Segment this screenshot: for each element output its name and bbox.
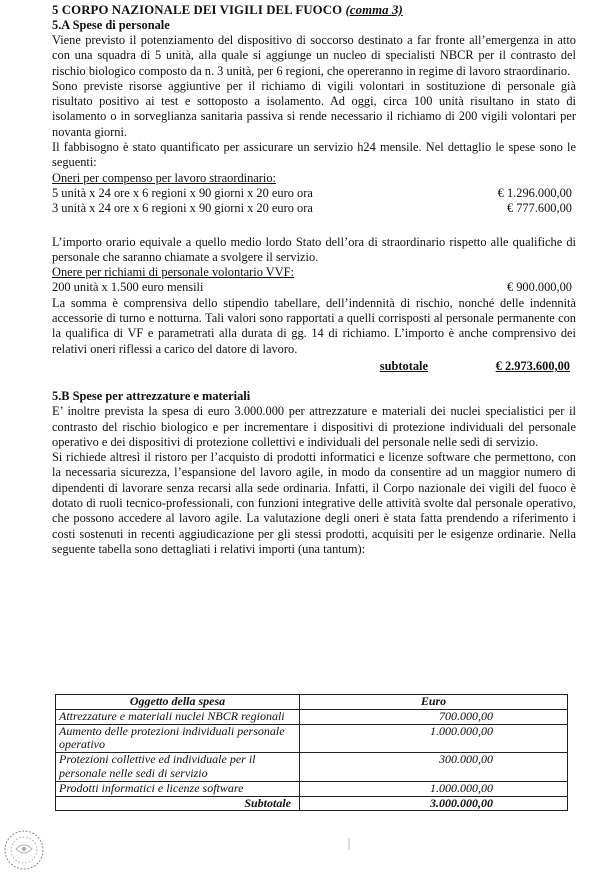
heading-5b: 5.B Spese per attrezzature e materiali <box>52 389 251 404</box>
costs-table <box>55 694 568 811</box>
table-cell-amount: 300.000,00 <box>300 753 568 782</box>
official-stamp-icon <box>2 825 46 875</box>
table-cell-item: Attrezzature e materiali nuclei NBCR regionali <box>56 709 300 724</box>
volunteer-row-label: 200 unità x 1.500 euro mensili <box>52 280 204 295</box>
table-total-label: Subtotale <box>56 796 300 811</box>
paragraph-5b-1: E’ inoltre prevista la spesa di euro 3.000.000 per attrezzature e materiali dei nuclei specialistici per il contrasto del rischio biologico e per incrementare i dispositivi di protezione individuali del personale operativo e dei dispositivi di protezione collettivi e individuali del personale nelle sedi di servizio. <box>52 404 576 449</box>
paragraph-5a-5: La somma è comprensiva dello stipendio tabellare, dell’indennità di rischio, nonché delle indennità accessorie di turno e notturna. Tali valori sono rapportati a quelli corrisposti al personale permanente con la qualifica di VF e parametrati alla durata di gg. 14 di richiamo. L’importo è anche comprensivo dei relativi oneri riflessi a carico del datore di lavoro. <box>52 295 576 356</box>
table-cell-item: Protezioni collettive ed individuale per il personale nelle sedi di servizio <box>56 753 300 782</box>
overtime-row-value: € 1.296.000,00 <box>497 185 572 200</box>
subtotal-value: € 2.973.600,00 <box>495 358 570 373</box>
table-cell-amount: 700.000,00 <box>300 709 568 724</box>
table-cell-item: Aumento delle protezioni individuali personale operativo <box>56 724 300 753</box>
heading-5a: 5.A Spese di personale <box>52 18 170 32</box>
volunteer-row-value: € 900.000,00 <box>506 280 572 295</box>
overtime-row-label: 3 unità x 24 ore x 6 regioni x 90 giorni x 20 euro ora <box>52 201 313 216</box>
paragraph-5a-2: Sono previste risorse aggiuntive per il richiamo di vigili volontari in sostituzione di personale già risultato positivo ai test e sottoposto a isolamento. Ad oggi, circa 100 unità risultano in stato di isolamento o in sorveglianza sanitaria passiva si rende necessario il richiamo di 200 vigili volontari per novanta giorni. <box>52 78 576 139</box>
paragraph-5a-4: L’importo orario equivale a quello medio lordo Stato dell’ora di straordinario rispetto alle qualifiche di personale che saranno chiamate a svolgere il servizio. <box>52 234 576 264</box>
section-comma-ref: (comma 3) <box>345 3 403 17</box>
overtime-row <box>52 186 576 201</box>
table-row <box>56 724 568 753</box>
paragraph-5a-1: Viene previsto il potenziamento del dispositivo di soccorso destinato a far fronte all’emergenza in atto con una squadra di 5 unità, alla quale si aggiunge un nucleo di specialisti NBCR per il contrasto del rischio biologico composto da n. 3 unità, per 6 regioni, che opereranno in regime di lavoro straordinario. <box>52 33 576 78</box>
table-cell-item: Prodotti informatici e licenze software <box>56 781 300 796</box>
overtime-heading: Oneri per compenso per lavoro straordinario: <box>52 170 276 185</box>
document-page <box>52 3 576 557</box>
subtotal-line <box>52 359 576 374</box>
table-header-amount: Euro <box>300 695 568 710</box>
volunteer-heading: Onere per richiami di personale volontario VVF: <box>52 265 295 280</box>
table-row <box>56 709 568 724</box>
table-row <box>56 781 568 796</box>
table-cell-amount: 1.000.000,00 <box>300 724 568 753</box>
overtime-row-value: € 777.600,00 <box>506 201 572 216</box>
table-total-row <box>56 796 568 811</box>
subtotal-label: subtotale <box>379 358 428 373</box>
overtime-row-label: 5 unità x 24 ore x 6 regioni x 90 giorni x 20 euro ora <box>52 185 313 200</box>
table-header-item: Oggetto della spesa <box>56 695 300 710</box>
scan-mark <box>348 838 350 850</box>
table-cell-amount: 1.000.000,00 <box>300 781 568 796</box>
overtime-row <box>52 201 576 216</box>
table-total-value: 3.000.000,00 <box>300 796 568 811</box>
paragraph-5b-2: Si richiede altresì il ristoro per l’acquisto di prodotti informatici e licenze software che permettono, con la necessaria sicurezza, l’espansione del lavoro agile, in modo da consentire ad un maggior numero di dipendenti di lavorare senza recarsi alla sede ordinaria. Infatti, il Corpo nazionale dei vigili del fuoco è dotato di ruoli tecnico-professionali, con funzioni integrative delle attività svolte dal personale operativo, che possono accedere al lavoro agile. La valutazione degli oneri è stata fatta prendendo a riferimento i costi sostenuti in recenti aggiudicazione per gli stessi prodotti, acquisiti per le esigenze ordinarie. Nella seguente tabella sono dettagliati i relativi importi (una tantum): <box>52 450 576 556</box>
table-header-row <box>56 695 568 710</box>
section-title: 5 CORPO NAZIONALE DEI VIGILI DEL FUOCO (comma 3) <box>52 3 403 17</box>
volunteer-row <box>52 280 576 295</box>
paragraph-5a-3: Il fabbisogno è stato quantificato per assicurare un servizio h24 mensile. Nel dettaglio le spese sono le seguenti: <box>52 140 576 170</box>
table-row <box>56 753 568 782</box>
